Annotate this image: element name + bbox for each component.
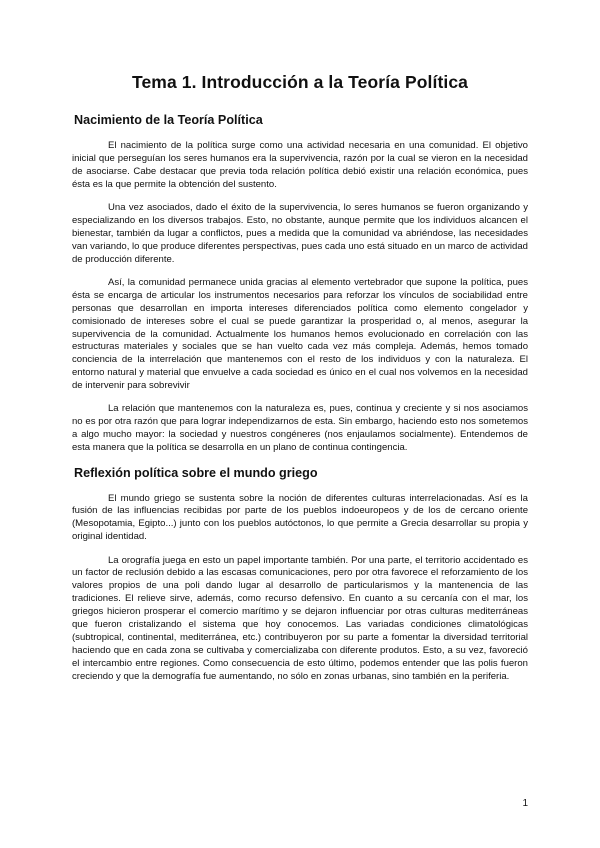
page-number: 1	[522, 798, 528, 809]
section-heading-nacimiento: Nacimiento de la Teoría Política	[74, 113, 263, 127]
document-page	[72, 72, 528, 694]
paragraph: La orografía juega en esto un papel importante también. Por una parte, el territorio accidentado es un factor de reclusión debido a las escasas comunicaciones, pero por otra favorece el reforzamiento de los valores propios de una poli dando lugar al desarrollo de particularismos y la mantenencia de las tradiciones. El relieve sirve, además, como recurso defensivo. En cuanto a su cercanía con el mar, los griegos hicieron prosperar el comercio marítimo y se dejaron influenciar por otras culturas mediterráneas que fueron cristalizando el sistema que hoy conocemos. Las variadas condiciones climatológicas (subtropical, continental, mediterránea, etc.) contribuyeron por su parte a fomentar la diversidad territorial haciendo que en cada zona se cultivaba y comercializaba con diferente produtos. Esto, a su vez, favoreció el intercambio entre regiones. Como consecuencia de esto último, podemos entender que las polis fueron creciendo y que la demografía fue aumentando, no sólo en zonas urbanas, sino también en la periferia.	[72, 554, 528, 682]
paragraph: El nacimiento de la política surge como una actividad necesaria en una comunidad. El objetivo inicial que perseguían los seres humanos era la supervivencia, razón por la cual se vieron en la necesidad de asociarse. Cabe destacar que previa toda relación política debió existir una relación económica, pues ésta es la que permite la obtención del sustento.	[72, 140, 528, 190]
section-heading-mundo-griego: Reflexión política sobre el mundo griego	[74, 465, 318, 480]
paragraph: Una vez asociados, dado el éxito de la supervivencia, lo seres humanos se fueron organizando y especializando en los diversos trabajos. Esto, no obstante, aunque permite que los individuos alcancen el bienestar, también da lugar a conflictos, pues a medida que la comunidad va abriéndose, las necesidades van variando, lo que produce diferentes perspectivas, pues cada uno está situado en un marco de actividad de producción diferente.	[72, 202, 528, 265]
paragraph: El mundo griego se sustenta sobre la noción de diferentes culturas interrelacionadas. Así es la fusión de las influencias recibidas por parte de los pueblos indoeuropeos y de los de cercano oriente (Mesopotamia, Egipto...) junto con los pueblos autóctonos, lo que permite a Grecia desarrollar su propia y original identidad.	[72, 492, 528, 543]
paragraph: La relación que mantenemos con la naturaleza es, pues, continua y creciente y si nos asociamos no es por otra razón que para lograr independizarnos de esta. Sin embargo, haciendo esto nos sometemos a algo mucho mayor: la sociedad y nuestros congéneres (nos enjaulamos socialmente). Entendemos de esta manera que la política se desarrolla en un plano de continua contingencia.	[72, 403, 528, 454]
document-title: Tema 1. Introducción a la Teoría Política	[131, 72, 469, 92]
paragraph: Así, la comunidad permanece unida gracias al elemento vertebrador que supone la política, pues ésta se encarga de articular los instrumentos necesarios para reforzar los vínculos de sociabilidad entre personas que desarrollan en importa intereses diferenciados política como elemento congelador y comisionado de intereses sobre el cual se puede garantizar la prosperidad o, al menos, asegurar la supervivencia de la comunidad. Actualmente los humanos hemos evolucionado en correlación con las estructuras materiales y sociales que se han vuelto cada vez más compleja. Además, hemos tomado conciencia de la interrelación que mantenemos con el resto de los individuos y con la naturaleza. El entorno natural y material que envuelve a cada sociedad es único en el cual nos volvemos en la necesidad de intervenir para sobrevivir	[72, 276, 528, 392]
